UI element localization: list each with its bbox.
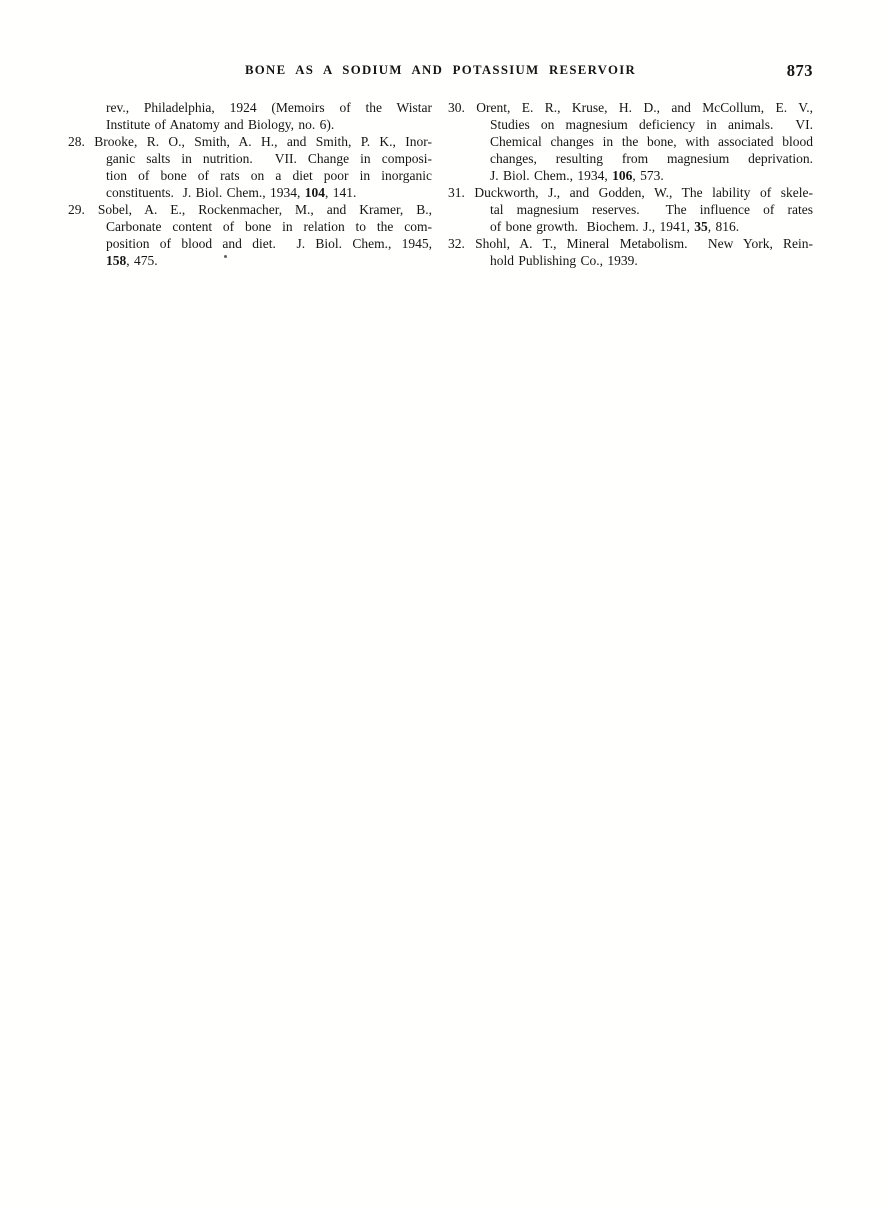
reference-text-segment: , 816. <box>707 219 740 234</box>
reference-line <box>448 218 813 235</box>
reference-item <box>68 99 432 133</box>
reference-line <box>68 133 432 150</box>
reference-text-segment: Shohl, A. T., Mineral Metabolism. New York, Rein- <box>475 236 814 251</box>
scan-speck <box>224 255 227 258</box>
reference-text-segment: J. Biol. Chem., 1934, <box>490 168 613 183</box>
reference-line <box>68 150 432 167</box>
reference-number: 30. <box>448 100 465 115</box>
reference-text-segment: of bone growth. Biochem. J., 1941, <box>490 219 695 234</box>
reference-line <box>448 184 813 201</box>
reference-text-segment: Brooke, R. O., Smith, A. H., and Smith, P. K., Inor- <box>94 134 432 149</box>
reference-text-segment: hold Publishing Co., 1939. <box>490 253 638 268</box>
reference-text-segment: , 141. <box>325 185 357 200</box>
reference-text-segment: Duckworth, J., and Godden, W., The lability of skele- <box>474 185 813 200</box>
reference-line <box>448 235 813 252</box>
reference-text-segment: tion of bone of rats on a diet poor in inorganic <box>106 168 432 183</box>
reference-text-segment: position of blood and diet. J. Biol. Chem., 1945, <box>106 236 432 251</box>
reference-text-segment: 158 <box>106 253 127 268</box>
reference-line <box>448 133 813 150</box>
reference-line <box>68 99 432 116</box>
reference-item <box>68 201 432 269</box>
reference-number: 32. <box>448 236 465 251</box>
reference-text-segment: 106 <box>612 168 633 183</box>
reference-item <box>448 235 813 269</box>
reference-line <box>448 252 813 269</box>
references-column-left <box>68 99 432 269</box>
reference-text-segment: Studies on magnesium deficiency in animals. VI. <box>490 117 813 132</box>
reference-text-segment: 35 <box>694 219 708 234</box>
reference-text-segment: Chemical changes in the bone, with associated blood <box>490 134 813 149</box>
reference-text-segment: Carbonate content of bone in relation to the com- <box>106 219 432 234</box>
page-header <box>68 61 813 83</box>
reference-item <box>448 184 813 235</box>
reference-line <box>68 167 432 184</box>
reference-line <box>448 167 813 184</box>
running-head: BONE AS A SODIUM AND POTASSIUM RESERVOIR <box>244 63 637 77</box>
references-column-right <box>448 99 813 269</box>
reference-line <box>68 252 432 269</box>
reference-text-segment: constituents. J. Biol. Chem., 1934, <box>106 185 305 200</box>
reference-line <box>448 99 813 116</box>
reference-number: 31. <box>448 185 465 200</box>
reference-text-segment: tal magnesium reserves. The influence of rates <box>490 202 813 217</box>
reference-text-segment: 104 <box>304 185 326 200</box>
reference-item <box>68 133 432 201</box>
reference-line <box>68 116 432 133</box>
reference-item <box>448 99 813 184</box>
reference-line <box>448 150 813 167</box>
reference-number: 28. <box>68 134 85 149</box>
reference-text-segment: , 475. <box>126 253 158 268</box>
reference-text-segment: ganic salts in nutrition. VII. Change in composi- <box>106 151 432 166</box>
reference-text-segment: changes, resulting from magnesium deprivation. <box>490 151 813 166</box>
reference-line <box>68 184 432 201</box>
reference-line <box>68 235 432 252</box>
reference-text-segment: , 573. <box>632 168 664 183</box>
reference-line <box>68 201 432 218</box>
page-number: 873 <box>786 61 813 80</box>
reference-text-segment: Orent, E. R., Kruse, H. D., and McCollum, E. V., <box>476 100 814 115</box>
reference-line <box>448 116 813 133</box>
reference-text-segment: Sobel, A. E., Rockenmacher, M., and Kramer, B., <box>97 202 433 217</box>
reference-text-segment: Institute of Anatomy and Biology, no. 6). <box>106 117 335 132</box>
reference-line <box>68 218 432 235</box>
reference-text-segment: rev., Philadelphia, 1924 (Memoirs of the Wistar <box>106 100 432 115</box>
reference-number: 29. <box>68 202 85 217</box>
reference-line <box>448 201 813 218</box>
